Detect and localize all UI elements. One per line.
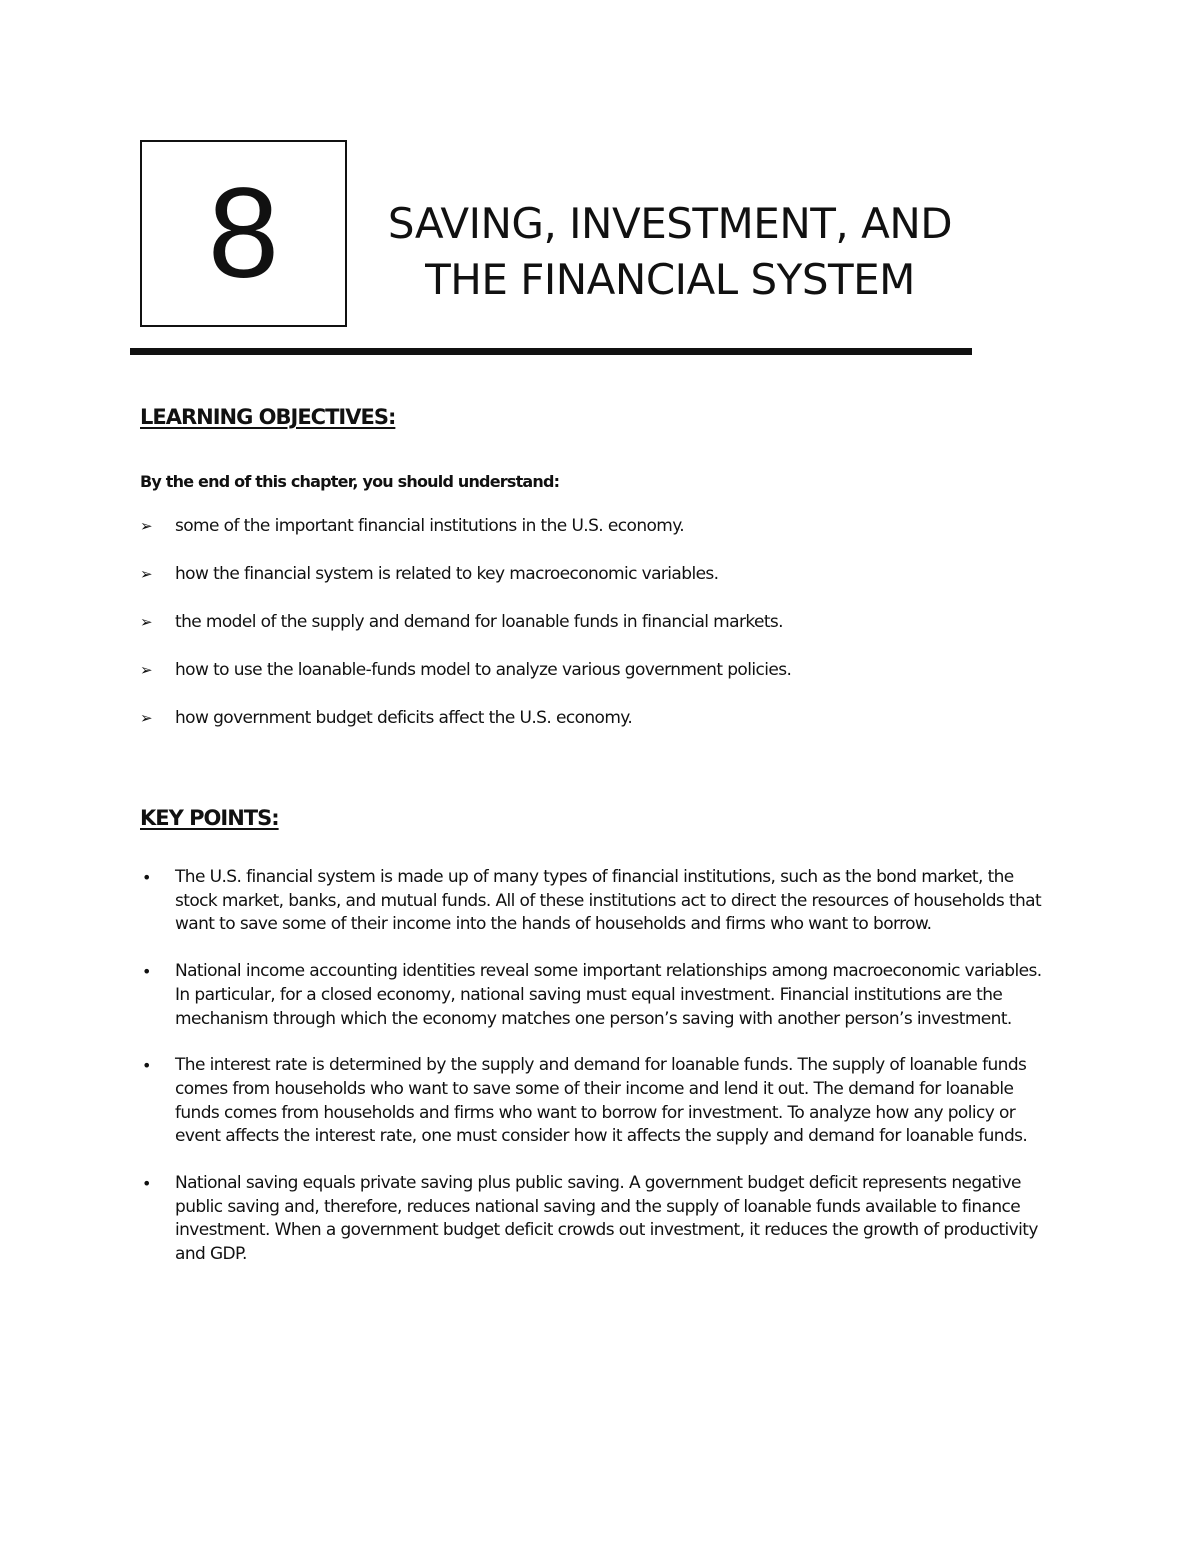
bullet-dot-icon: • xyxy=(142,868,151,887)
arrow-bullet-icon: ➢ xyxy=(140,565,152,583)
key-point-text: National income accounting identities reveal some important relationships among macroeconomic variables. In particular, for a closed economy, national saving must equal investment. Financial institutions are the mechanism through which the economy matches one person’s saving with another person’s investment. xyxy=(175,961,1042,1029)
objective-text: how the financial system is related to key macroeconomic variables. xyxy=(175,564,719,584)
objective-item xyxy=(140,611,1080,659)
bullet-dot-icon: • xyxy=(142,1056,151,1076)
learning-objectives-heading: LEARNING OBJECTIVES: xyxy=(140,405,396,429)
key-point-item xyxy=(140,1172,1080,1267)
key-point-text: The U.S. financial system is made up of many types of financial institutions, such as the bond market, the stock market, banks, and mutual funds. All of these institutions act to direct the resources of households that want to save some of their income into the hands of households and firms who want to borrow. xyxy=(175,867,1042,935)
bullet-dot-icon: • xyxy=(142,962,151,982)
bullet-dot-icon: • xyxy=(142,1174,151,1194)
arrow-bullet-icon: ➢ xyxy=(140,709,152,727)
objective-item xyxy=(140,515,1080,563)
key-point-text: National saving equals private saving plus public saving. A government budget deficit represents negative public saving and, therefore, reduces national saving and the supply of loanable funds available to finance investment. When a government budget deficit crowds out investment, it reduces the growth of productivity and GDP. xyxy=(175,1173,1038,1265)
objective-item xyxy=(140,659,1080,707)
chapter-title-line-1: SAVING, INVESTMENT, AND xyxy=(387,199,953,248)
chapter-number: 8 xyxy=(207,162,280,305)
objective-item xyxy=(140,707,1080,755)
objective-text: some of the important financial institutions in the U.S. economy. xyxy=(175,516,685,536)
objective-item xyxy=(140,563,1080,611)
key-points-list xyxy=(140,866,1080,1290)
arrow-bullet-icon: ➢ xyxy=(140,661,152,679)
key-points-heading: KEY POINTS: xyxy=(140,806,279,830)
chapter-number-box xyxy=(140,140,347,327)
objective-text: how government budget deficits affect the U.S. economy. xyxy=(175,708,633,728)
objective-text: the model of the supply and demand for loanable funds in financial markets. xyxy=(175,612,783,632)
key-point-item xyxy=(140,960,1080,1031)
learning-objectives-intro: By the end of this chapter, you should understand: xyxy=(140,472,560,491)
chapter-title-line-2: THE FINANCIAL SYSTEM xyxy=(425,255,915,304)
arrow-bullet-icon: ➢ xyxy=(140,613,152,631)
title-divider xyxy=(130,348,972,355)
arrow-bullet-icon: ➢ xyxy=(140,517,152,535)
chapter-title xyxy=(362,196,978,308)
key-point-text: The interest rate is determined by the supply and demand for loanable funds. The supply of loanable funds comes from households who want to save some of their income and lend it out. The demand for loanable funds comes from households and firms who want to borrow for investment. To analyze how any policy or event affects the interest rate, one must consider how it affects the supply and demand for loanable funds. xyxy=(175,1055,1028,1147)
learning-objectives-list xyxy=(140,515,1080,755)
key-point-item xyxy=(140,866,1080,937)
key-point-item xyxy=(140,1054,1080,1149)
objective-text: how to use the loanable-funds model to analyze various government policies. xyxy=(175,660,792,680)
